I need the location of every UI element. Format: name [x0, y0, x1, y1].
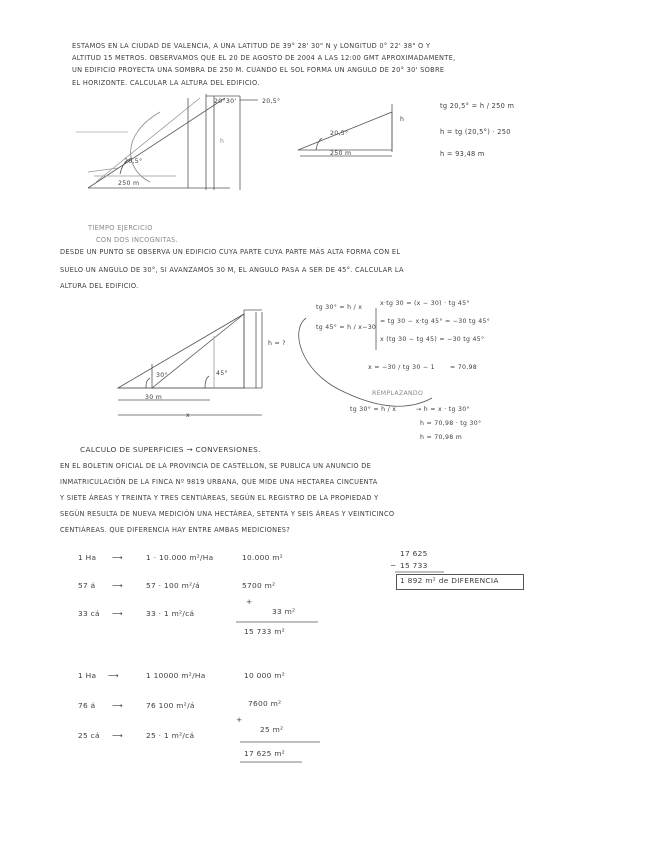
system-eq-3: x·tg 30 = (x − 30) · tg 45°: [380, 300, 470, 307]
problem1-line-4: EL HORIZONTE. CALCULAR LA ALTURA DEL EDIFICIO.: [72, 79, 260, 87]
block2-row1-right: 10 000 m²: [244, 671, 286, 680]
final-eq-3: h = 70,98 · tg 30°: [420, 420, 482, 427]
problem3-line-4: SEGÚN RESULTA DE NUEVA MEDICIÓN UNA HECTÁREA, SETENTA Y SEIS ÁREAS Y VEINTICINCO: [60, 510, 395, 518]
figure2-angle-30: 30°: [156, 372, 168, 379]
block1-row1-left: 1 Ha: [78, 553, 97, 562]
block1-row3-right: 33 m²: [272, 607, 296, 616]
block2-row1-arrow: ⟶: [108, 671, 119, 680]
problem2-title-1: TIEMPO EJERCICIO: [88, 224, 153, 232]
sketch1-angle-arrow: 20,5°: [262, 98, 281, 105]
block2-total: 17 625 m²: [244, 749, 286, 758]
block2-row2-right: 7600 m²: [248, 699, 282, 708]
block1-row2-arrow: ⟶: [112, 581, 123, 590]
block1-row2-left: 57 á: [78, 581, 96, 590]
problem1-line-1: ESTAMOS EN LA CIUDAD DE VALENCIA, A UNA LATITUD DE 39° 28' 30" N y LONGITUD 0° 22' 38" O Y: [72, 42, 431, 50]
figure2-height: h = ?: [268, 340, 286, 347]
figure2-base-x: x: [186, 412, 190, 419]
x-solution-2: = 70,98: [450, 364, 477, 371]
problem2-line-1: DESDE UN PUNTO SE OBSERVA UN EDIFICIO CUYA PARTE CUYA PARTE MÁS ALTA FORMA CON EL: [60, 248, 401, 256]
block2-row2-left: 76 á: [78, 701, 96, 710]
block2-row2-mid: 76 100 m²/á: [146, 701, 195, 710]
difference-result: 1 892 m² de DIFERENCIA: [400, 576, 499, 585]
block1-total: 15 733 m²: [244, 627, 286, 636]
block2-plus: +: [236, 715, 243, 724]
difference-a: 17 625: [400, 549, 428, 558]
problem2-line-2: SUELO UN ANGULO DE 30°, SI AVANZAMOS 30 M, EL ANGULO PASA A SER DE 45°. CALCULAR LA: [60, 266, 404, 274]
system-eq-5: x (tg 30 − tg 45) = −30 tg 45°: [380, 336, 485, 343]
problem3-heading: CALCULO DE SUPERFICIES → CONVERSIONES.: [80, 445, 261, 454]
system-eq-2: tg 45° = h / x−30: [316, 324, 377, 331]
problem2-title-2: CON DOS INCOGNITAS.: [96, 236, 179, 244]
sketch1-h: h: [220, 138, 225, 145]
block1-row3-left: 33 cá: [78, 609, 100, 618]
problem3-line-3: Y SIETE ÁREAS Y TREINTA Y TRES CENTIÁREAS, SEGÚN EL REGISTRO DE LA PROPIEDAD Y: [60, 494, 379, 502]
block2-row3-arrow: ⟶: [112, 731, 123, 740]
block1-row1-arrow: ⟶: [112, 553, 123, 562]
problem3-line-2: INMATRICULACIÓN DE LA FINCA Nº 9819 URBANA, QUE MIDE UNA HECTAREA CINCUENTA: [60, 478, 378, 486]
problem3-line-1: EN EL BOLETIN OFICIAL DE LA PROVINCIA DE CASTELLON, SE PUBLICA UN ANUNCIO DE: [60, 462, 372, 470]
problem2-line-3: ALTURA DEL EDIFICIO.: [60, 282, 139, 290]
block2-row3-left: 25 cá: [78, 731, 100, 740]
figure2-base-30: 30 m: [145, 394, 163, 401]
block1-row1-right: 10.000 m²: [242, 553, 284, 562]
block1-row3-arrow: ⟶: [112, 609, 123, 618]
block1-row2-mid: 57 · 100 m²/á: [146, 581, 200, 590]
problem3-line-5: CENTIÁREAS. QUE DIFERENCIA HAY ENTRE AMBAS MEDICIONES?: [60, 526, 291, 534]
triangle1-h: h: [400, 116, 405, 123]
problem1-equation-1: tg 20,5° = h / 250 m: [440, 102, 515, 110]
system-eq-4: = tg 30 − x·tg 45° = −30 tg 45°: [380, 318, 491, 325]
block2-row3-right: 25 m²: [260, 725, 284, 734]
block2-row1-mid: 1 10000 m²/Ha: [146, 671, 206, 680]
block1-plus: +: [246, 597, 253, 606]
block1-row2-right: 5700 m²: [242, 581, 276, 590]
difference-b: 15 733: [400, 561, 428, 570]
block2-row3-mid: 25 · 1 m²/cá: [146, 731, 195, 740]
substitute-label: REMPLAZANDO: [372, 390, 424, 397]
final-eq-4: h = 70,98 m: [420, 434, 463, 441]
block2-row1-left: 1 Ha: [78, 671, 97, 680]
block1-row1-mid: 1 · 10.000 m²/Ha: [146, 553, 214, 562]
x-solution-1: x = −30 / tg 30 − 1: [368, 364, 435, 371]
block2-row2-arrow: ⟶: [112, 701, 123, 710]
problem1-line-3: UN EDIFICIO PROYECTA UNA SOMBRA DE 250 M. CUANDO EL SOL FORMA UN ANGULO DE 20° 30' SOBRE: [72, 66, 445, 74]
sketch1-shadow: 250 m: [118, 180, 140, 187]
figure2-angle-45: 45°: [216, 370, 228, 377]
sketch1-angle-top: 20°30': [214, 98, 237, 105]
final-eq-1: tg 30° = h / x: [350, 406, 397, 413]
sketch1-angle-low: 20,5°: [124, 158, 143, 165]
problem1-equation-2: h = tg (20,5°) · 250: [440, 128, 511, 136]
block1-row3-mid: 33 · 1 m²/cá: [146, 609, 195, 618]
final-eq-2: → h = x · tg 30°: [416, 406, 470, 413]
difference-minus: −: [390, 561, 397, 570]
triangle1-angle: 20,5°: [330, 130, 349, 137]
problem1-equation-3: h = 93,48 m: [440, 150, 485, 158]
triangle1-base: 250 m: [330, 150, 352, 157]
problem1-line-2: ALTITUD 15 METROS. OBSERVAMOS QUE EL 20 DE AGOSTO DE 2004 A LAS 12:00 GMT APROXIMADAMENTE,: [72, 54, 456, 62]
system-eq-1: tg 30° = h / x: [316, 304, 363, 311]
